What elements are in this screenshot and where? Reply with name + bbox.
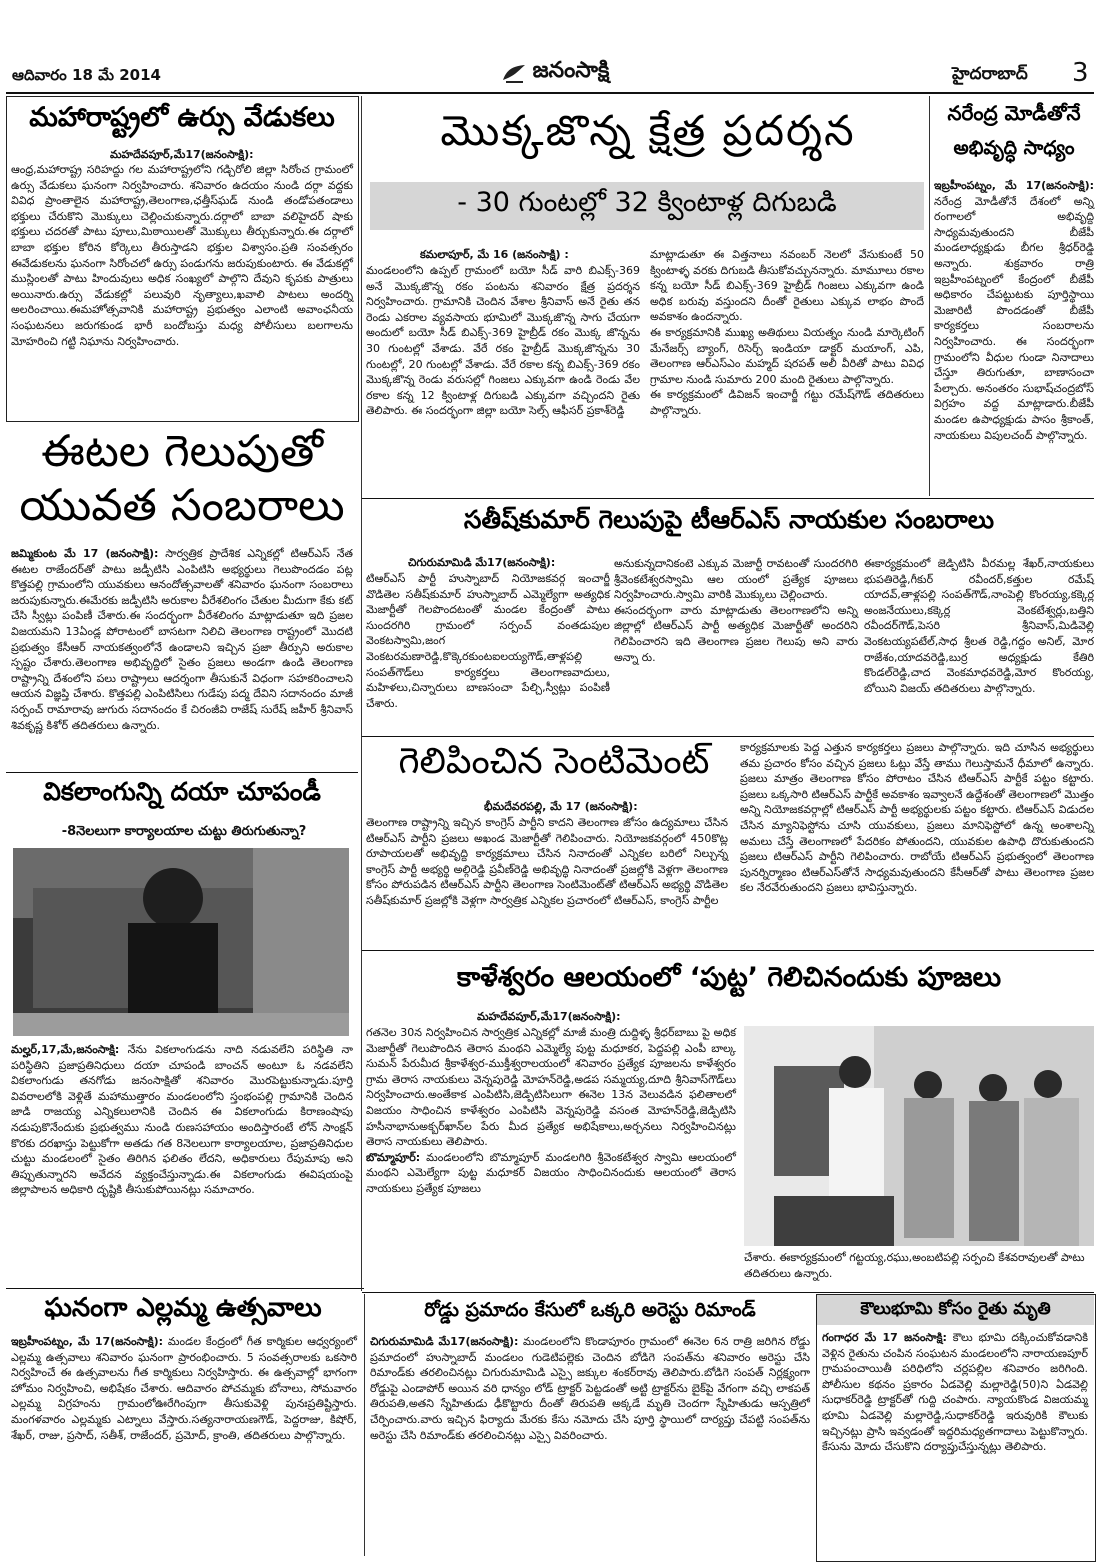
body-yellamma bbox=[11, 1334, 357, 1443]
subhead-vikalangudu: -8నెలలుగా కార్యాలయాల చుట్టు తిరుగుతున్నా? bbox=[61, 824, 307, 839]
rule-satish bbox=[362, 498, 1094, 499]
column-divider-road-left bbox=[364, 1294, 365, 1556]
text-land: కౌలు భూమి దక్కించుకోవడానికి వెళ్లిన రైతును చంపిన సంఘటన మండలంలోని నారాయణపూర్‌ గ్రామపంచాయితీ పరిధిలోని చర్లపల్లిల శనివారం జరిగింది. పోలీసుల కథనం ప్రకారం ఏడవెల్లి మల్లారెడ్డి(50)ని ఏడవెల్లి సుధాకర్‌రెడ్డి ట్రాక్టర్‌తో గుద్ది చంపారు. న్యాయకొండ విజయమ్మ భూమి ఏడవెల్లి మల్లారెడ్డి,సుధాకర్‌రెడ్డి ఇరువురికి కౌలుకు ఇచ్చినట్లు ప్రాసి ఇవ్వడంతో ఇద్దరిమధ్యతగాదాలు పెట్టుకొన్నారు. కేసును మోదు చేసుకొని దర్యాప్తుచేస్తున్నట్లు తెలిపారు. bbox=[822, 1331, 1088, 1454]
headline-yellamma: ఘనంగా ఎల్లమ్మ ఉత్సవాలు bbox=[44, 1293, 322, 1323]
rule-kales bbox=[362, 950, 1094, 951]
body-modi bbox=[934, 178, 1094, 443]
headline-land: కౌలుభూమి కోసం రైతు మృతి bbox=[860, 1299, 1051, 1319]
headline-road: రోడ్డు ప్రమాదం కేసులో ఒక్కరి అరెస్టు రిమాండ్‌ bbox=[424, 1299, 756, 1321]
headline-vikalangudu: వికలాంగున్ని దయా చూపండీ bbox=[43, 777, 321, 806]
dateline-senti: భీమదేవరపల్లి, మే 17 (జనంసాక్షి): bbox=[484, 800, 638, 813]
headline-senti: గెలిపించిన సెంటిమెంట్‌ bbox=[398, 741, 710, 782]
headline-etela-1: ఈటల గెలుపుతో bbox=[41, 426, 323, 477]
masthead-date: ఆదివారం 18 మే 2014 bbox=[12, 66, 161, 84]
logo-icon bbox=[501, 62, 527, 84]
column-divider-right bbox=[929, 96, 930, 496]
text-kales: గతనెల 30న నిర్వహించిన సార్వత్రిక ఎన్నికల్లో మాజీ మంత్రి దుద్దిళ్ళ శ్రీధర్‌బాబు పై అధిక మెజార్టీతో గెలుపొందిన తెరాస మంథని ఎమ్మెల్యే పుట్ట మధూకర, పెద్దపల్లి ఎంపీ బాల్క సుమన్‌ పేరుమీద శ్రీకాళేశ్వర-ముక్తీశ్వరాలయంలో శనివారం ప్రత్యేక పూజలను కాళేశ్వరం గ్రామ తెరాస నాయకులు వెన్నపురెడ్డి మోహన్‌రెడ్డి,అడప సమ్మయ్య,దూది శ్రీనివాస్‌గౌడ్‌లు నిర్వహించారు.అంతేకాక ఎంపిటిసి,జెడ్పిటిసిలుగా ఈనెల 13న వెలువడిన ఫలితాలలో విజయం సాధించిన కాళేశ్వరం ఎంపిటిసి వెన్నపురెడ్డి వసంత మోహన్‌రెడ్డి,జెడ్పిటిసి హసీనాభానుఅక్బర్‌ఖాన్‌ల పేరు మీద ప్రత్యేక అభిషేకాలు,అర్చనలు నిర్వహించినట్లు తెరాస నాయకులు తెలిపారు. bbox=[366, 1026, 736, 1149]
headline-etela-2: యువత సంబరాలు bbox=[19, 480, 345, 531]
dateline-modi: ఇబ్రహీంపట్నం, మే 17(జనంసాక్షి): bbox=[934, 179, 1094, 192]
headline-modi-1: నరేంద్ర మోడీతోనే bbox=[947, 101, 1081, 125]
rule-senti bbox=[362, 736, 1094, 737]
rule-etela bbox=[6, 772, 358, 773]
sublead-kales: బొమ్మాపూర్‌: bbox=[366, 1150, 421, 1164]
dateline-land: గంగాధర మే 17 జనంసాక్షి: bbox=[822, 1331, 947, 1344]
dateline-satish: చిగురుమామిడి మే17(జనంసాక్షి): bbox=[408, 556, 556, 569]
page-number: 3 bbox=[1072, 58, 1089, 88]
body-land bbox=[822, 1330, 1088, 1455]
column-divider-left bbox=[361, 96, 362, 1291]
photo-disabled-man bbox=[13, 848, 349, 1036]
body-satish-col2: అనుకున్నదానికంటె ఎక్కువ మెజార్టీ రావటంతో సుందరగిరి శ్రీవెంకటేశ్వరస్వామి ఆల యంలో ప్రత్యేక పూజలు నిర్వహించారు.స్వామి వారికి మొక్కులు చెల్లించారు. ఈసందర్భంగా వారు మాట్లాడుతు తెలంగాణలోని అన్ని జిల్లాల్లో టిఆర్‌ఎస్‌ పార్టీ అత్యధిక మెజార్టీతో అందరిని గెలిపించారని ఇది తెలంగాణ ప్రజల గెలుపు అని వారు అన్నా రు. bbox=[614, 557, 858, 664]
body-etela bbox=[11, 546, 353, 733]
body-vikalangudu bbox=[11, 1042, 353, 1198]
dateline-vikalangudu: మల్హర్‌,17,మే,జనంసాక్షి: bbox=[11, 1043, 120, 1056]
text-modi: నరేంద్ర మోడీతోనే దేశంలో అన్ని రంగాలలో అభివృద్ది సాధ్యమవుతుందని బీజేపీ మండలాధ్యక్షుడు బీగల శ్రీధర్‌రెడ్డి అన్నారు. శుక్రవారం రాత్రి ఇబ్రహీంపట్నంలో కేంద్రంలో బీజేపీ అధికారం చేపట్టుటకు పూర్తిస్థాయి మెజారిటీ పొందడంతో బీజేపీ కార్యకర్తలు సంబరాలను నిర్వహించారు. ఈ సందర్భంగా గ్రామంలోని వీధుల గుండా నినాదాలు చేస్తూ తిరుగుతూ, బాణాసంచా పేల్చారు. అనంతరం సుభాష్‌చంద్రబోస్‌ విగ్రహం వద్ద మాట్లాడారు.బీజేపీ మండల ఉపాధ్యక్షుడు పాసం శ్రీకాంత్‌, నాయకులు విపులచంద్‌ పాల్గొన్నారు. bbox=[934, 194, 1094, 442]
headline-urs: మహారాష్ట్రలో ఉర్సు వేడుకలు bbox=[29, 102, 335, 133]
caption-kales: చేశారు. ఈకార్యక్రమంలో గట్టయ్య,రఘు,అంబటిపల్లి సర్పంచి కేశవరావులతో పాటు తదితరులు ఉన్నారు. bbox=[744, 1251, 1085, 1280]
body-road bbox=[370, 1334, 810, 1443]
headline-lead: మొక్కజొన్న క్షేత్ర ప్రదర్శన bbox=[440, 106, 856, 155]
body-lead-col1: మండలంలోని ఉప్పల్‌ గ్రామంలో బయో సీడ్‌ వారి బిఎక్స్‌-369 అనే మొక్కజొన్న రకం పంటను శనివారం క్షేత్ర ప్రదర్శన నిర్వహించారు. గ్రామానికి చెందిన వేశాల శ్రీనివాస్‌ అనే రైతు తన రెండు ఎకరాల వ్యవసాయ భూమిలో మొక్కజొన్న సాగు చేయగా అందులో బయో సీడ్‌ బిఎక్స్‌-369 హైబ్రీడ్‌ రకం మొక్క జొన్నను 30 గుంటల్లో వేశాడు. వేరే రకం హైబ్రీడ్‌ మొక్కజొన్నను 30 గుంటల్లో, 20 గుంటల్లో వేశాడు. వేరే రకాల కన్న బిఎక్స్‌-369 రకం మొక్కజొన్న రెండు వరుసల్లో గింజలు ఎక్కువగా ఉండి రెండు వేల రకాల కన్న 12 క్వింటాళ్ల దిగుబడి ఎక్కువగా వచ్చిందని రైతు తెలిపారు. ఈ సందర్భంగా జిల్లా బయో సెల్స్‌ ఆఫీసర్‌ ప్రకాశ్‌రెడ్డి bbox=[366, 264, 640, 418]
rule-bottom-row bbox=[362, 1292, 1094, 1293]
subtext-kales: మండలంలోని బొమ్మాపూర్‌ మండలగిరి శ్రీవెంకటేశ్వర స్వామి ఆలయంలో మంథని ఎమెల్యేగా పుట్ట మధూకర్‌ విజయం సాధించినందుకు ఆలయంలో తెరాస నాయకులు ప్రత్యేక పూజలు bbox=[366, 1150, 736, 1195]
dateline-etela: జమ్మికుంట మే 17 (జనంసాక్షి): bbox=[11, 547, 159, 560]
rule-yellamma bbox=[6, 1288, 364, 1289]
dateline-road: చిగురుమామిడి మే17(జనంసాక్షి): bbox=[370, 1335, 519, 1348]
masthead-rule bbox=[6, 92, 1094, 94]
body-lead-col2: మాట్లాడుతూ ఈ విత్తనాలు నవంబర్‌ నెలలో వేసుకుంటే 50 క్వింటాళ్ళ వరకు దిగుబడి తీసుకోవచ్చునన్నారు. మామూలు రకాల కన్న బయో సీడ్‌ బిఎక్స్‌-369 హైబ్రీడ్‌ గింజలు ఎక్కువగా ఉండి అధిక బరువు వస్తుందని దీంతో రైతులు ఎక్కువ లాభం పొందే అవకాశం ఉందన్నారు. ఈ కార్యక్రమానికి ముఖ్య అతిథులు వియత్నం నుండి మార్కెటింగ్‌ మేనేజర్స్‌ బ్యాంగ్‌, రిసెర్చ్‌ ఇండియా డాక్టర్‌ మయాంగ్‌, ఎపి, తెలంగాణ ఆర్‌ఎస్‌ఎం మహ్మద్‌ షరపత్‌ అలీ వీరితో పాటు వివిధ గ్రామాల నుండి సుమారు 200 మంది రైతులు పాల్గొన్నారు. ఈ కార్యక్రమంలో డివిజన్‌ ఇంచార్జీ గట్టు రమేష్‌గౌడ్‌ తదితరులు పాల్గొన్నారు. bbox=[650, 248, 924, 417]
dateline-yellamma: ఇబ్రహీంపట్నం, మే 17(జనంసాక్షి): bbox=[11, 1335, 164, 1348]
text-etela: సార్వత్రిక ప్రాదేశిక ఎన్నికల్లో టిఆర్‌ఎస్‌ నేత ఈటల రాజేందర్‌తో పాటు జడ్పీటిసి ఎంపిటిసి అభ్యర్థులు గెలుపొందడం పట్ల కొత్తపల్లి గ్రామంలోని యువకులు ఆనందోత్సవాలతో శనివారం ఘనంగా సంబరాలు జరుపుకున్నారు.ఈమేరకు జడ్పీటిసి అరుకాల వీరేశలింగం చేతుల మీదుగా కేకు కట్‌ చేసి స్వీట్లు పంపిణీ చేశారు.ఈ సందర్భంగా వీరేశలింగం మాట్లాడుతూ ఇది ప్రజల విజయమని 13ఏండ్ల పోరాటంలో బాసటగా నిలిచి తెలంగాణ రాష్ట్రంలో మొదటి ప్రభుత్వం కేసీఆర్‌ నాయకత్వంలోనే ఉండాలని ఇచ్చిన ప్రజా తీర్పుని అరుకాల స్పష్టం చేశారు.తెలంగాణ అభివృద్దిలో సైతం ప్రజలు అండగా ఉండి తెలంగాణ రాష్ట్రాన్ని దేశంలోని పలు రాష్ట్రాలు ఆదర్శంగా తీసుకునే విధంగా సహకరించాలని ఆయన విజ్ఞప్తి చేశారు. కొత్తపల్లి ఎంపిటిసిలు గుడేపు పద్మ దేవిని సదానందం మాజీ సర్పంచ్‌ రామారావు జుగురు సదానందం కే చిరంజీవి రాజేష్‌ సురేష్‌ జహీర్‌ శ్రీనివాస్‌ శివకృష్ణ కిశోర్‌ తదితరులు ఉన్నారు. bbox=[11, 547, 353, 732]
subhead-lead: - 30 గుంటల్లో 32 క్వింటాళ్ల దిగుబడి bbox=[457, 187, 837, 218]
dateline-urs: మహదేవపూర్‌,మే17(జనంసాక్షి): bbox=[110, 148, 254, 161]
photo-temple-pooja bbox=[744, 1026, 1094, 1246]
dateline-lead: కమలాపూర్‌, మే 16 (జనంసాక్షి) : bbox=[420, 248, 569, 261]
headline-kales: కాళేశ్వరం ఆలయంలో ‘పుట్ట’ గెలిచినందుకు పూజలు bbox=[456, 962, 1002, 993]
dateline-kales: మహదేవపూర్‌,మే17(జనంసాక్షి): bbox=[477, 1010, 621, 1023]
masthead-logo bbox=[470, 58, 640, 88]
text-yellamma: మండల కేంద్రంలో గీత కార్మికుల ఆధ్వర్యంలో ఎల్లమ్మ ఉత్సవాలు శనివారం ఘనంగా ప్రారంభించారు. 5 సంవత్సరాలకు ఒకసారి నిర్వహించే ఈ ఉత్సవాలను గీత కార్మికులు నిర్వహిస్తారు. ఈ ఉత్సవాల్లో భాగంగా హోమం నిర్వహించి, అభిషేకం చేశారు. ఆదివారం పోచమ్మకు బోనాలు, సోమవారం ఎల్లమ్మ విగ్రహంను గ్రామంలోఊరేగింపుగా తీసుకువెళ్లి పునఃప్రతిష్టిస్తారు. మంగళవారం ఎల్లమ్మకు ఎట్నాలు వేస్తారు.సత్యనారాయణగౌడ్‌, పెద్దరాజు, కిషోర్‌, శేఖర్‌, రాజు, ప్రసాద్‌, సతీశ్‌, రాజేందర్‌, ప్రమోద్‌, క్రాంతి, తదితరులు పాల్గొన్నారు. bbox=[11, 1335, 357, 1442]
body-urs: ఆంధ్ర,మహారాష్ట్ర సరిహద్దు గల మహారాష్ట్రలోని గడ్చిరోలి జిల్లా సిరోంచ గ్రామంలో ఉర్సు వేడుకలు ఘనంగా నిర్వహించారు. శనివారం ఉదయం నుండి దర్గా వద్దకు వివిధ ప్రాంతాలైన మహారాష్ట్ర,తెలంగాణ,ఛత్తీస్‌ఘడ్‌ నుండి తండోపతండాలు భక్తులు చేరుకొని మొక్కులు చెల్లించుకున్నారు.దర్గాలో బాబా వలిహైదర్‌ షాకు భక్తులు చదరతో పాటు పూలు,మిఠాయిలతో మొక్కులు తీర్చుకున్నారు.ఈ దర్గాలో బాబా భక్తుల కోరిన కోర్కెలు తీరుస్తాడని భక్తుల విశ్వాసం.ప్రతి సంవత్సరం ఈవేడుకలను ఘనంగా సిరోంచలో ఉర్సు పండుగను జరుపుకుంటారు. ఈ వేడుకల్లో ముస్లింలతో పాటు హిందువులు అధిక సంఖ్యలో పాల్గొని దేవుని కృపకు పాత్రులు అయినారు.ఉర్సు వేడుకల్లో పలువురి నృత్యాలు,ఖవాలి పాటలు అందర్ని అలరించాయి.ఈమహోత్సవానికి మహారాష్ట్ర ప్రభుత్వం ఎలాంటి అవాంఛనీయ సంఘటనలు జరుగకుండ భారీ బందోబస్తు మధ్య పోలీసులు బలగాలను మోహరించి గట్టి నిఘాను నిర్వహించారు. bbox=[11, 163, 353, 348]
body-senti-col1: తెలంగాణ రాష్ట్రాన్ని ఇచ్చిన కాంగ్రెస్‌ పార్టీని కాదని తెలంగాణ జోసం ఉద్యమాలు చేసిన టిఆర్‌ఎస్‌ పార్టీని ప్రజలు అఖండ మెజార్టీతో గెలిపించారు. నియోజకవర్గంలో 450కొట్ల రూపాయలతో అభివృద్ది కార్యక్రమాలు చేసిన నినాదంతో ఎన్నికల బరిలో నిల్చున్న కాంగ్రెస్‌ పార్టీ అభ్యర్థి అల్గిరెడ్డి ప్రవీణ్‌రెడ్డి అభివృద్ధి నినాదంతో ప్రజల్లోకి వెళ్లగా తెలంగాణ కోసం పోరుపడిన టిఆర్‌ఎస్‌ పార్టీని తెలంగాణ సెంటిమెంట్‌తో టిఆర్‌ఎస్‌ అభ్యర్థి వొడితెల సతీష్‌కుమార్‌ ప్రజల్లోకి వెళ్లగా సార్వత్రిక ఎన్నికల ప్రచారంలో టిఆర్‌ఎస్‌, కాంగ్రెస్‌ పార్టీల bbox=[366, 816, 728, 907]
body-kales bbox=[366, 1025, 736, 1197]
text-vikalangudu: నేను వికలాంగుడను నాది నడువలేని పరిస్థితి నా పరిస్థితిని ప్రజాప్రతినిధులు దయా చూపండి బాంచన్‌ అంటూ ఓ నడవలేని వికలాంగుడు తనగోడు జనంసాక్షితో శనివారం మొరపెట్టుకున్నాడు.పూర్తి వివరాలలోకి వెళ్లితే మహాముత్తారం మండలంలోని స్తంభంపల్లి గ్రామానికి చెందిన జాడి రాజయ్య ఎన్నికలులానికి చెందిన ఈ వికలాంగుడు కిరాణంషాపు నడుపుకొనేందుకు ప్రభుత్వము నుండి రుణసహాయం అందిస్తారంటే లోన్‌ సాంక్షన్‌ కొరకు దరఖాస్తు పెట్టుకోగా అతడు గత 8నెలలుగా కార్యాలయాల, ప్రజాప్రతినిధుల చుట్టు మండలంలో సైతం తిరిగిన ఫలితం లేదని, అధికారులు రేపుమాపు అని తిప్పుతున్నారని అవేదన వ్యక్తంచేస్తున్నాడు.ఈ వికలాంగుడు ఈవిషయంపై జిల్లాపాలన అధికారి దృష్టికి తీసుకుపోయినట్లు సమాచారం. bbox=[11, 1043, 353, 1197]
body-senti-col2: కార్యక్రమాలకు పెద్ద ఎత్తున కార్యకర్తలు ప్రజలు పాల్గొన్నారు. ఇది చూసిన అభ్యర్థులు తమ ప్రచారం కోసం వచ్చిన ప్రజలు ఓట్లు వేస్తే తాము గెలుస్తామనే ధీమాలో ఉన్నారు. ప్రజలు మాత్రం తెలంగాణ కోసం పోరాటం చేసిన టిఆర్‌ఎస్‌ పార్టీకే పట్టం కట్టారు. ప్రజలు ఒక్కసారి టిఆర్‌ఎస్‌ పార్టీకే అవకాశం ఇవ్వాలనే ఉద్దేశంతో తెలంగాణలో మొత్తం అన్ని నియోజకవర్గాల్లో టిఆర్‌ఎస్‌ పార్టీ అభ్యర్థులకు పట్టం కట్టారు. టిఆర్‌ఎస్‌ విడుదల చేసిన మ్యానిఫెస్టోను చూసి యువకులు, ప్రజలు మానిఫెస్టోలో ఉన్న అంశాలన్ని అమలు చేస్తే తెలంగాణలో పేదరికం పోతుందని, యువకుల ఉపాధి దొరుకుతుందని ప్రజలు టిఆర్‌ఎస్‌ పార్టీని గెలిపించారు. రాబోయే టిఆర్‌ఎస్‌ ప్రభుత్వంలో తెలంగాణ పునర్నిర్మాణం టిఆర్‌ఎస్‌తోనే సాధ్యమవుతుందని కేసీఆర్‌తో పాటు తెలంగాణ ప్రజల కల నేరవేరుతుందని ప్రజలు భావిస్తున్నారు. bbox=[740, 741, 1094, 895]
body-satish-col1: టిఆర్‌ఎస్‌ పార్టీ హుస్నాబాద్‌ నియోజకవర్గ ఇంచార్జీ వొడితెల సతీష్‌కుమార్‌ హుస్నాబాద్‌ ఎమ్మెల్యేగా అత్యధిక మెజార్టీతో గెలపొందటంతో మండల కేంద్రంతో పాటు సుందరగిరి గ్రామంలో సర్పంచ్‌ వంతడుపుల వెంకటస్వామి,జంగ వెంకటరమణారెడ్డి,కొక్కెరకుంటఐలయ్యగౌడ్‌,తాళ్లపల్లి సంపత్‌గౌడ్‌లు కార్యకర్తలు తెలంగాణవాదులు, మహిళలు,చిన్నారులు బాణసంచా పేల్చి,స్వీట్లు పంపిణీ చేశారు. bbox=[366, 572, 610, 710]
body-satish-col3: ఈకార్యక్రమంలో జెడ్పిటిసి వీరమల్ల శేఖర్‌,నాయకులు భుపతిరెడ్డి,గీకుర్‌ రవీందర్‌,కత్తుల రమేష్‌ యాదవ్‌,తాళ్లపల్లి సంపత్‌గౌడ్‌,నాంపెల్లి కొంరయ్య,కక్కెర్ల అంజనేయులు,కక్కెర్ల వెంకటేశ్వర్లు,బత్తిని రవీందర్‌గౌడ్‌,పెసరి శ్రీనివాస్‌,మిడివెల్లి వెంకటయ్యపటేల్‌,సాధ శ్రీలత రెడ్డి,గద్దం అనిల్‌, మోర రాజేశం,యాదవరెడ్డి,బుర్ర అధ్యక్షుడు కేతిరి కొండల్‌రెడ్డి,చాద వెంకమాధవరెడ్డి,మోర కొంరయ్య, బోయిని విజయ్‌ తదితరులు పాల్గొన్నారు. bbox=[864, 557, 1094, 695]
headline-modi-2: అభివృద్ధి సాధ్యం bbox=[953, 137, 1075, 159]
logo-text: జనంసాక్షి bbox=[532, 58, 610, 83]
masthead-city: హైదరాబాద్ bbox=[952, 64, 1028, 84]
text-road: మండలంలోని కొండాపూరం గ్రామంలో ఈనెల 6న రాత్రి జరిగిన రోడ్డు ప్రమాదంలో హుస్నాబాద్‌ మండలం గుడెటిపల్లెకు చెందిన బోడిగె సంపత్‌ను శనివారం అరెస్టు చేసి రిమాండ్‌కు తరలించినట్లు చిగురుమామిడి ఎస్సై జక్కుల శంకర్‌రావు తెలిపారు.బోడిగె సంపత్‌ నిర్లక్ష్యంగా రోడ్డుపై ఎండాపోర్‌ అయిన వరి ధాన్యం లోడ్‌ ట్రాక్టర్‌ పెట్టడంతో అట్టి ట్రాక్టర్‌ను బైక్‌పై వేగంగా వచ్చి లాకపత్‌ తిరుపతి,అతని స్నేహితుడు ఢీకొట్టారు దీంతో తిరుపతి అక్కడే మృతి చెందగా స్నేహితుడు ఆస్పత్రిలో చేర్పించారు.వారు ఇచ్చిన ఫిర్యాదు మేరకు కేసు నమోదు చేసి పూర్తి స్థాయిలో దార్యప్తు చేపట్టి సంపత్‌ను అరెస్టు చేసి రిమాండ్‌కు తరలించినట్లు ఎస్సై వివరించారు. bbox=[370, 1335, 811, 1442]
headline-satish: సతీష్‌కుమార్‌ గెలుపుపై టీఆర్‌ఎస్‌ నాయకుల సంబరాలు bbox=[463, 505, 995, 534]
